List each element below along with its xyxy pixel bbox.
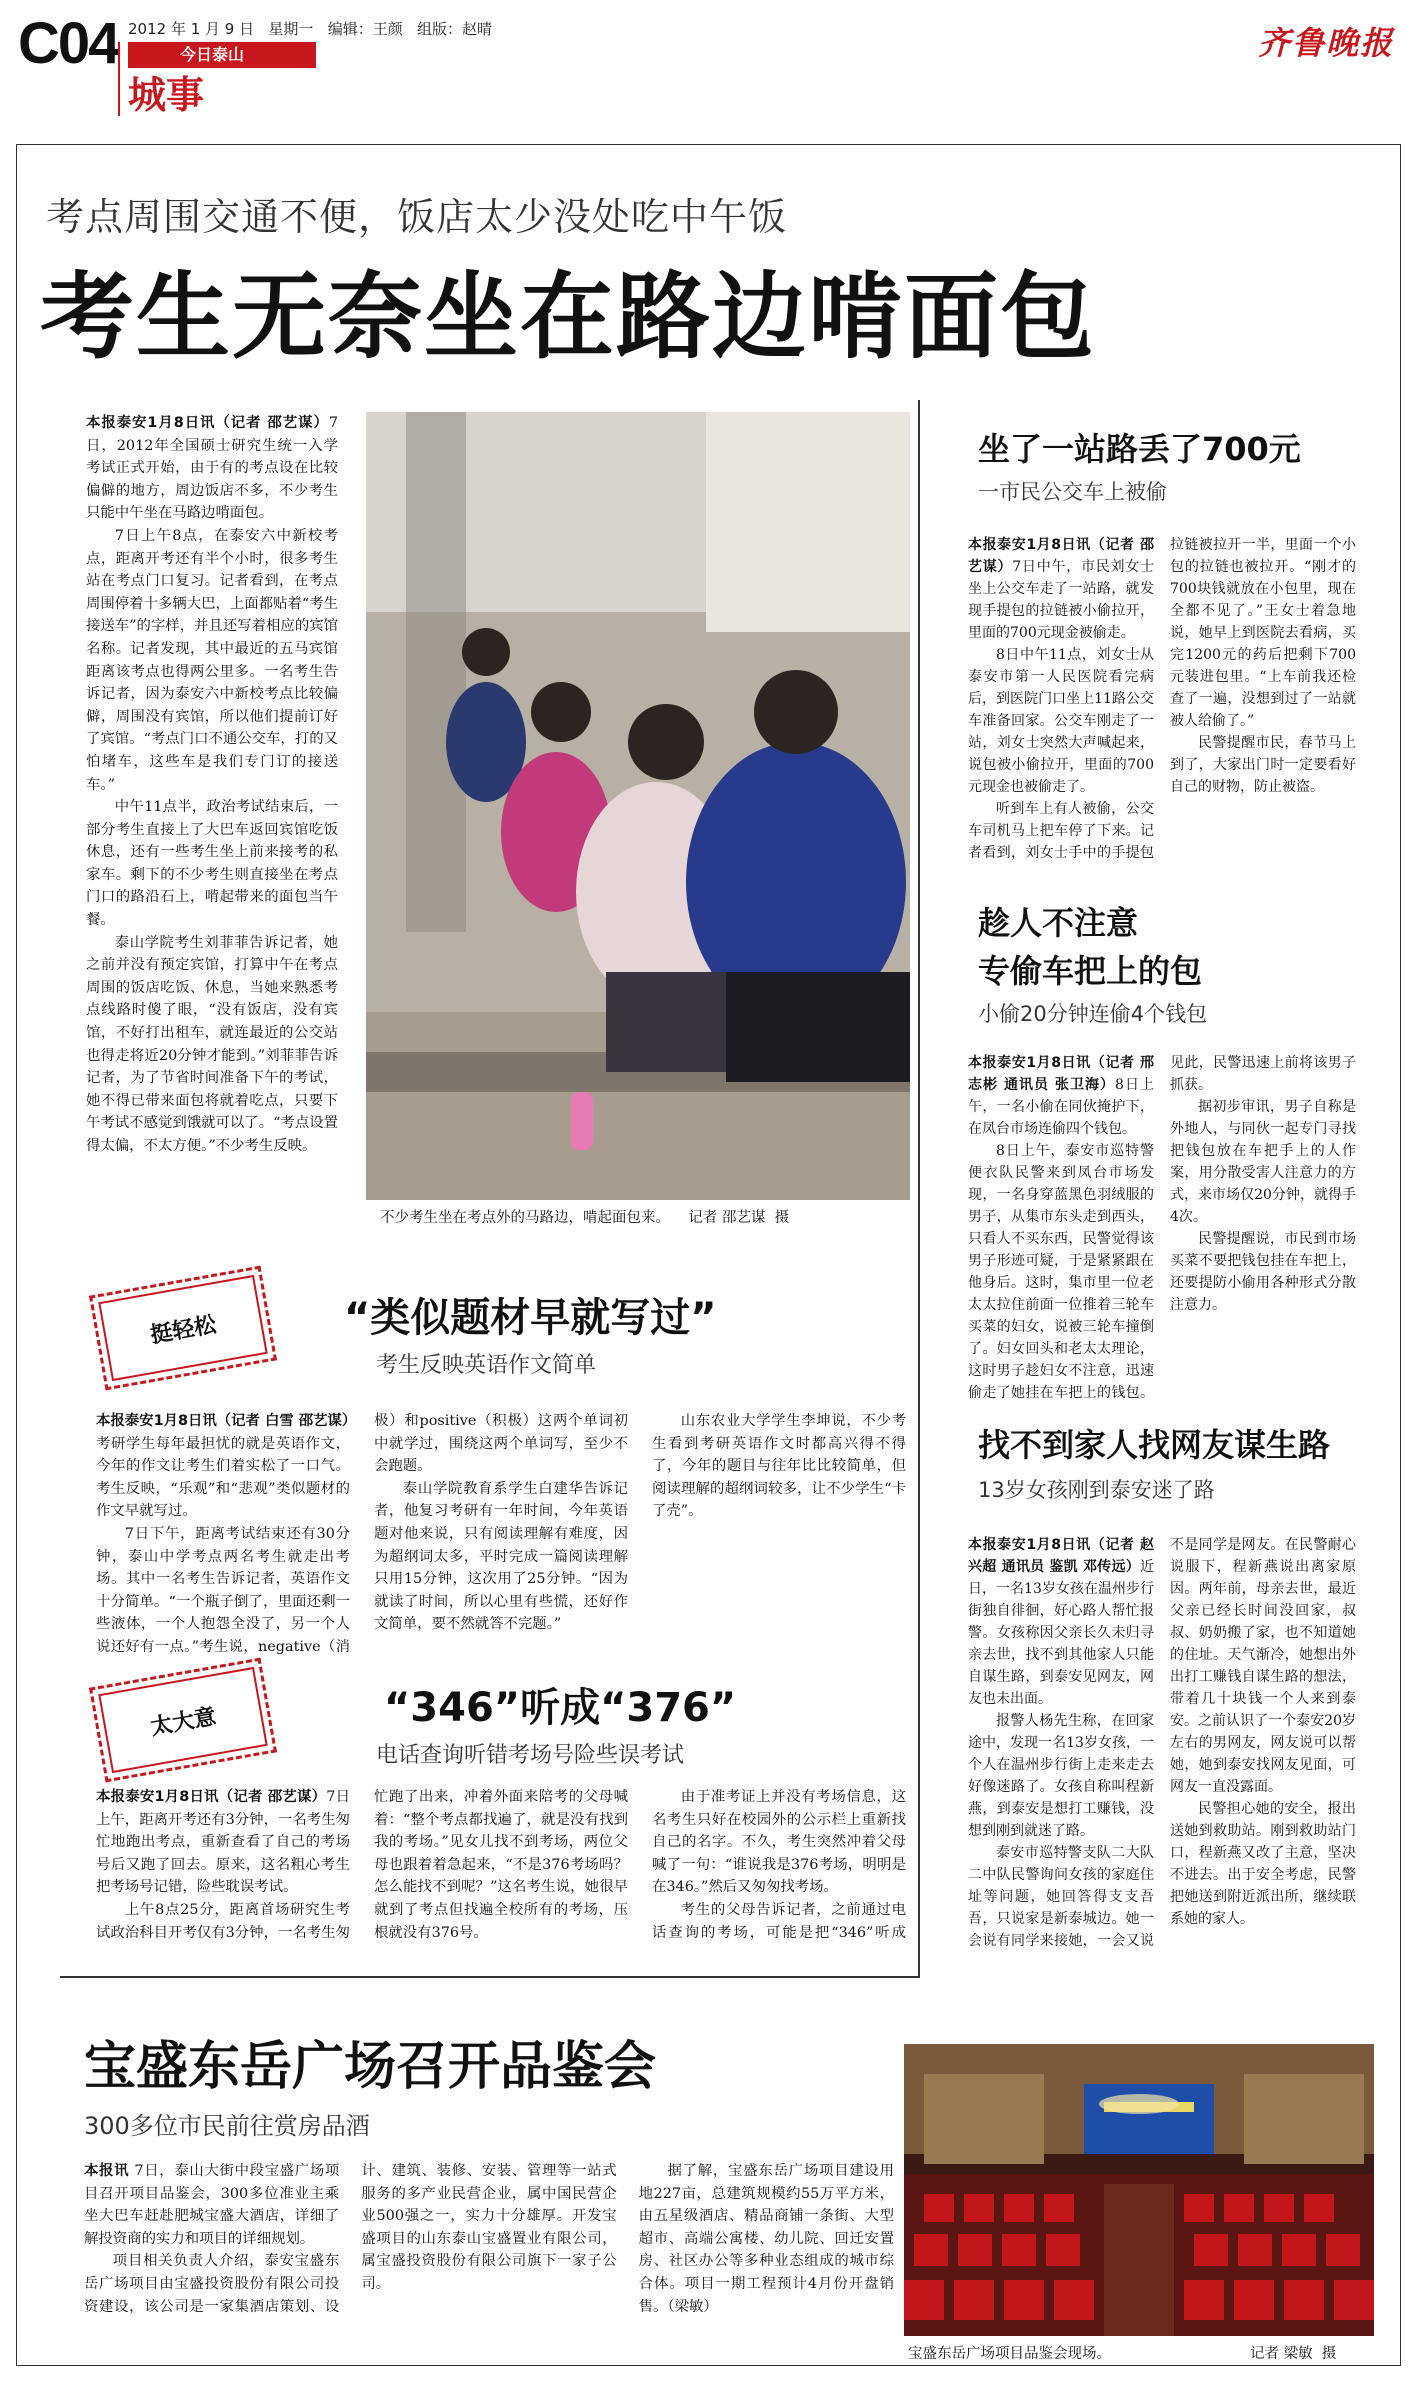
careless-byline: 本报泰安1月8日讯（记者 邵艺谋）	[96, 1789, 327, 1805]
property-byline: 本报讯	[84, 2163, 130, 2179]
easy-paragraph: 山东农业大学学生李坤说，不少考生看到考研英语作文时都高兴得不得了，今年的题目与往年比比较简单，但阅读理解的超纲词较多，让不少学生“卡了壳”。	[652, 1413, 906, 1520]
easy-subhead: 考生反映英语作文简单	[376, 1353, 597, 1378]
main-photo-caption: 不少考生坐在考点外的马路边，啃起面包来。 记者 邵艺谋 摄	[380, 1210, 790, 1226]
property-subhead: 300多位市民前往赏房品酒	[84, 2112, 370, 2140]
thief-headline-2: 专偷车把上的包	[978, 952, 1203, 990]
bus-paragraph: 民警提醒市民，春节马上到了，大家出门时一定要看好自己的财物，防止被盗。	[1170, 735, 1356, 795]
main-photo-illustration	[366, 412, 910, 1200]
thief-paragraph: 本报泰安1月8日讯（记者 邢志彬 通讯员 张卫海）8日上午，一名小偷在同伙掩护下，在凤台市场连偷四个钱包。	[968, 1055, 1154, 1137]
property-photo-credit: 记者 梁敏 摄	[1250, 2346, 1337, 2362]
bus-paragraph: 8日中午11点，刘女士从泰安市第一人民医院看完病后，到医院门口坐上11路公交车准备回家。公交车刚走了一站，刘女士突然大声喊起来，说包被小偷拉开，里面的700元现金也被偷走了。	[968, 647, 1154, 795]
lost-byline: 本报泰安1月8日讯（记者 赵兴超 通讯员 鉴凯 邓传远）	[968, 1537, 1154, 1575]
lost-paragraph: 泰安市巡特警支队二大队二中队民警询问女孩的家庭住址等问题，她回答得支支吾吾，只说家是新泰城边。她一会说有同学来接她，一会又说不是同学是网友。在民警耐心说服下，程新燕说出离家原因。两年前，母亲去世，最近父亲已经长时间没回家，叔叔、奶奶搬了家，也不知道她的住址。天气渐冷，她想出外出打工赚钱自谋生路的想法，带着几十块钱一个人来到泰安。之前认识了一个泰安20岁左右的男网友，网友说可以帮她，她到泰安找网友见面，可网友一直没露面。	[968, 1537, 1356, 1949]
lost-paragraph: 报警人杨先生称，在回家途中，发现一名13岁女孩，一个人在温州步行街上走来走去好像迷路了。女孩自称叫程新燕，到泰安是想打工赚钱，没想到刚到就迷了路。	[968, 1713, 1154, 1839]
careless-story-text	[96, 1786, 906, 1958]
easy-byline: 本报泰安1月8日讯（记者 白雪 邵艺谋）	[96, 1413, 357, 1429]
property-headline: 宝盛东岳广场召开品鉴会	[84, 2037, 657, 2097]
lost-story-text	[968, 1534, 1356, 1972]
date-line: 2012 年 1 月 9 日 星期一 编辑：王颜 组版：赵晴	[128, 20, 493, 38]
thief-paragraph: 8日上午，泰安市巡特警便衣队民警来到凤台市场发现，一名身穿蓝黑色羽绒服的男子，从集市东头走到西头，只看人不买东西，民警觉得该男子形迹可疑，于是紧紧跟在他身后。这时，集市里一位老太太拉住前面一位推着三轮车买菜的妇女，说被三轮车撞倒了。妇女回头和老太太理论，这时男子趁妇女不注意，迅速偷走了她挂在车把上的钱包。见此，民警迅速上前将该男子抓获。	[968, 1055, 1356, 1401]
thief-byline: 本报泰安1月8日讯（记者 邢志彬 通讯员 张卫海）	[968, 1055, 1154, 1093]
main-paragraph: 泰山学院考生刘菲菲告诉记者，她之前并没有预定宾馆，打算中午在考点周围的饭店吃饭、休息，当她来熟悉考点线路时傻了眼，“没有饭店，没有宾馆，不好打出租车，就连最近的公交站也得走将近20分钟才能到。”刘菲菲告诉记者，为了节省时间准备下午的考试，她不得已带来面包将就着吃点，只要下午考试不感觉到饿就可以了。“考点设置得太偏，不太方便。”不少考生反映。	[86, 934, 338, 1154]
main-paragraph: 本报泰安1月8日讯（记者 邵艺谋）7日，2012年全国硕士研究生统一入学考试正式开始，由于有的考点设在比较偏僻的地方，周边饭店不多，不少考生只能中午坐在马路边啃面包。	[86, 415, 338, 522]
bus-paragraph: 听到车上有人被偷，公交车司机马上把车停了下来。记者看到，刘女士手中的手提包拉链被拉开一半，里面一个小包的拉链也被拉开。“刚才的700块钱就放在小包里，现在全都不见了。”王女士着急地说，她早上到医院去看病，买完1200元的药后把剩下700元装进包里。“上车前我还检查了一遍，没想到过了一站就被人给偷了。”	[968, 537, 1356, 861]
property-photo	[904, 2044, 1374, 2336]
thief-headline-1: 趁人不注意	[978, 904, 1139, 942]
easy-paragraph: 7日下午，距离考试结束还有30分钟，泰山中学考点两名考生就走出考场。其中一名考生告诉记者，英语作文十分简单。“一个瓶子倒了，里面还剩一些液体，一个人抱怨全没了，另一个人说还好有一点。”考生说，negative（消极）和positive（积极）这两个单词初中就学过，围绕这两个单词写，至少不会跑题。	[96, 1413, 628, 1655]
careless-paragraph: 上午8点25分，距离首场研究生考试政治科目开考仅有3分钟，一名考生匆忙跑了出来，冲着外面来陪考的父母喊着：“整个考点都找遍了，就是没有找到我的考场。”见女儿找不到考场，两位父母也跟着着急起来，“不是376考场吗？怎么能找不到呢？”这名考生说，她很早就到了考点但找遍全校所有的考场，压根就没有376号。	[96, 1789, 628, 1941]
property-photo-illustration	[904, 2044, 1374, 2336]
property-photo-caption: 宝盛东岳广场项目品鉴会现场。	[908, 2346, 1111, 2362]
main-headline: 考生无奈坐在路边啃面包	[40, 262, 1097, 372]
property-paragraph: 项目相关负责人介绍，泰安宝盛东岳广场项目由宝盛投资股份有限公司投资建设，该公司是一家集酒店策划、设计、建筑、装修、安装、管理等一站式服务的多产业民营企业，属中国民营企业500强之一，实力十分雄厚。开发宝盛项目的山东泰山宝盛置业有限公司，属宝盛投资股份有限公司旗下一家子公司。	[84, 2163, 617, 2315]
bus-headline: 坐了一站路丢了700元	[978, 430, 1301, 468]
main-story-text	[86, 412, 338, 1222]
section-tag-label: 今日泰山	[180, 45, 245, 64]
thief-paragraph: 据初步审讯，男子自称是外地人，与同伙一起专门寻找把钱包放在车把手上的人作案，用分散受害人注意力的方式，来市场仅20分钟，就得手4次。	[1170, 1099, 1356, 1225]
property-paragraph: 本报讯 7日，泰山大街中段宝盛广场项目召开项目品鉴会，300多位准业主乘坐大巴车赶赴肥城宝盛大酒店，详细了解投资商的实力和项目的详细规划。	[84, 2163, 340, 2247]
section-title: 城事	[128, 73, 205, 117]
careless-paragraph: 由于准考证上并没有考场信息，这名考生只好在校园外的公示栏上重新找自己的名字。不久，考生突然冲着父母喊了一句：“谁说我是376考场，明明是在346。”然后又匆匆找考场。	[652, 1789, 906, 1896]
careless-paragraph: 本报泰安1月8日讯（记者 邵艺谋）7日上午，距离开考还有3分钟，一名考生匆忙地跑出考点，重新查看了自己的考场号后又跑了回去。原来，这名粗心考生把考场号记错，险些耽误考试。	[96, 1789, 350, 1896]
easy-paragraph: 本报泰安1月8日讯（记者 白雪 邵艺谋）考研学生每年最担忧的就是英语作文，今年的作文让考生们着实松了一口气。考生反映，“乐观”和“悲观”类似题材的作文早就写过。	[96, 1413, 357, 1520]
bus-story-text	[968, 534, 1356, 876]
lost-subhead: 13岁女孩刚到泰安迷了路	[978, 1478, 1215, 1502]
bus-byline: 本报泰安1月8日讯（记者 邵艺谋）	[968, 537, 1154, 575]
main-paragraph: 7日上午8点，在泰安六中新校考点，距离开考还有半个小时，很多考生站在考点门口复习。记者看到，在考点周围停着十多辆大巴，上面都贴着“考生接送车”的字样，并且还写着相应的宾馆名称。记者发现，其中最近的五马宾馆距离该考点也得两公里多。一名考生告诉记者，因为泰安六中新校考点比较偏僻，周围没有宾馆，所以他们提前订好了宾馆。“考点门口不通公交车，打的又怕堵车，这些车是我们专门订的接送车。”	[86, 527, 338, 793]
main-photo	[366, 412, 910, 1200]
main-kicker: 考点周围交通不便，饭店太少没处吃中午饭	[46, 195, 788, 239]
thief-paragraph: 民警提醒说，市民到市场买菜不要把钱包挂在车把上，还要提防小偷用各种形式分散注意力。	[1170, 1231, 1356, 1313]
bus-subhead: 一市民公交车上被偷	[978, 480, 1167, 504]
stamp-easy-label: 挺轻松	[148, 1310, 219, 1349]
lost-paragraph: 民警担心她的安全，报出送她到救助站。刚到救助站门口，程新燕又改了主意，坚决不进去。出于安全考虑，民警把她送到附近派出所，继续联系她的家人。	[1170, 1801, 1356, 1927]
easy-story-text	[96, 1410, 906, 1670]
easy-paragraph: 泰山学院教育系学生白建华告诉记者，他复习考研有一年时间，今年英语题对他来说，只有阅读理解有难度，因为超纲词太多，平时完成一篇阅读理解只用15分钟，这次用了25分钟。“因为就读了时间，所以心里有些慌，还好作文简单，要不然就答不完题。”	[374, 1480, 628, 1633]
section-frame-line-v	[918, 400, 920, 1978]
bus-paragraph: 本报泰安1月8日讯（记者 邵艺谋）7日中午，市民刘女士坐上公交车走了一站路，就发现手提包的拉链被小偷拉开，里面的700元现金被偷走。	[968, 537, 1154, 641]
property-signoff: （梁敏）	[667, 2298, 718, 2315]
section-frame-line	[60, 1976, 920, 1978]
stamp-careless-label: 太大意	[148, 1702, 219, 1741]
thief-story-text	[968, 1052, 1356, 1426]
lost-paragraph: 本报泰安1月8日讯（记者 赵兴超 通讯员 鉴凯 邓传远）近日，一名13岁女孩在温州步行街独自徘徊，好心路人帮忙报警。女孩称因父亲长久未归寻亲去世，找不到其他家人只能自谋生路，到泰安见网友，网友也未出面。	[968, 1537, 1154, 1707]
lost-headline: 找不到家人找网友谋生路	[978, 1426, 1331, 1464]
property-story-text	[84, 2160, 894, 2340]
careless-subhead: 电话查询听错考场号险些误考试	[376, 1743, 685, 1768]
easy-headline: “类似题材早就写过”	[344, 1295, 717, 1341]
paper-name-logo: 齐鲁晚报	[1258, 24, 1395, 62]
page-number: C04	[18, 11, 119, 76]
thief-subhead: 小偷20分钟连偷4个钱包	[978, 1002, 1208, 1026]
masthead-divider	[118, 42, 120, 116]
main-paragraph: 中午11点半，政治考试结束后，一部分考生直接上了大巴车返回宾馆吃饭休息，还有一些考生坐上前来接考的私家车。剩下的不少考生则直接坐在考点门口的路沿石上，啃起带来的面包当午餐。	[86, 799, 338, 929]
careless-headline: “346”听成“376”	[384, 1685, 737, 1731]
careless-paragraph: 考生的父母告诉记者，之前通过电话查询的考场，可能是把“346”听成	[652, 1901, 906, 1941]
main-byline: 本报泰安1月8日讯（记者 邵艺谋）	[86, 415, 329, 431]
property-paragraph: 据了解，宝盛东岳广场项目建设用地227亩，总建筑规模约55万平方米，由五星级酒店、精品商铺一条街、大型超市、高端公寓楼、幼儿院、回迁安置房、社区办公等多种业态组成的城市综合体。项目一期工程预计4月份开盘销售。（梁敏）	[638, 2163, 894, 2315]
